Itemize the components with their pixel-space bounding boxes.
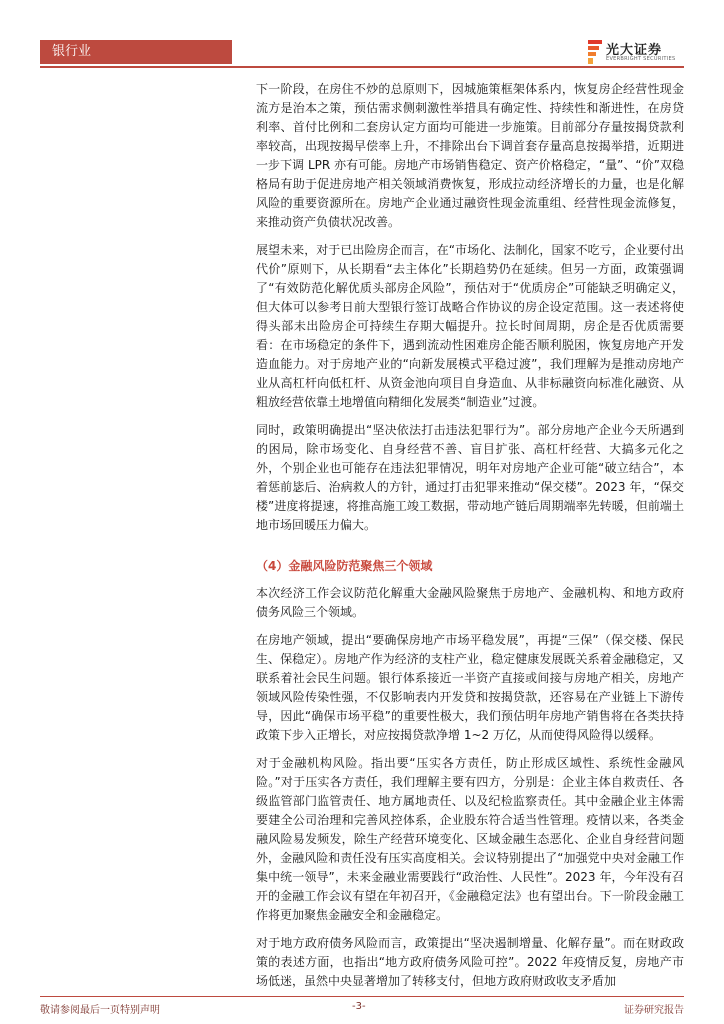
body-paragraph: 展望未来，对于已出险房企而言，在“市场化、法制化，国家不吃亏，企业要付出代价”原则下，从长期看“去主体化”长期趋势仍在延续。但另一方面，政策强调了“有效防范化解优质头部房企风险”，预估对于“优质房企”可能缺乏明确定义，但大体可以参考日前大型银行签订战略合作协议的房企设定范围。这一表述将使得头部未出险房企可持续生存期大幅提升。拉长时间周期，房企是否优质需要看：在市场稳定的条件下，遇到流动性困难房企能否顺利脱困，恢复房地产开发造血能力。对于房地产业的“向新发展模式平稳过渡”，我们理解为是推动房地产业从高杠杆向低杠杆、从资金池向项目自身造血、从非标融资向标准化融资、从粗放经营依靠土地增值向精细化发展类“制造业”过渡。 [256,243,684,409]
logo-text-cn: 光大证券 [606,43,663,58]
industry-tag [40,40,232,64]
body-paragraph: 本次经济工作会议防范化解重大金融风险聚焦于房地产、金融机构、和地方政府债务风险三个领域。 [256,586,684,619]
section-heading: （4）金融风险防范聚焦三个领域 [256,559,433,573]
page-number: -3- [352,1001,366,1012]
everbright-logo-icon [588,40,602,64]
report-body [256,80,684,1000]
body-paragraph: 同时，政策明确提出“坚决依法打击违法犯罪行为”。部分房地产企业今天所遇到的困局，除市场变化、自身经营不善、盲目扩张、高杠杆经营、大搞多元化之外，个别企业也可能存在违法犯罪情况，明年对房地产企业可能“破立结合”，本着惩前毖后、治病救人的方针，通过打击犯罪来推动“保交楼”。2023 年，“保交楼”进度将提速，将推高施工竣工数据，带动地产链后周期端率先转暖，但前端土地市场回暖压力偏大。 [256,423,684,532]
body-paragraph: 在房地产领域，提出“要确保房地产市场平稳发展”，再提“三保”（保交楼、保民生、保稳定）。房地产作为经济的支柱产业，稳定健康发展既关系着金融稳定，又联系着社会民生问题。银行体系接近一半资产直接或间接与房地产相关，房地产领域风险传染性强，不仅影响表内开发贷和按揭贷款，还容易在产业链上下游传导，因此“确保市场平稳”的重要性极大，我们预估明年房地产销售将在各类扶持政策下步入正增长，对应按揭贷款净增 1~2 万亿，从而使得风险得以缓释。 [256,633,684,742]
header-divider [40,66,684,68]
body-paragraph: 下一阶段，在房住不炒的总原则下，因城施策框架体系内，恢复房企经营性现金流方是治本之策，预估需求侧刺激性举措具有确定性、持续性和渐进性，在房贷利率、首付比例和二套房认定方面均可能进一步施策。目前部分存量按揭贷款利率较高，出现按揭早偿率上升，不排除出台下调首套存量高息按揭举措，近期进一步下调 LPR 亦有可能。房地产市场销售稳定、资产价格稳定，“量”、“价”双稳格局有助于促进房地产相关领域消费恢复，形成拉动经济增长的力量，也是化解风险的重要资源所在。房地产企业通过融资性现金流重组、经营性现金流修复，来推动资产负债状况改善。 [256,82,684,229]
page-header [0,0,724,68]
footer-disclaimer: 敬请参阅最后一页特别声明 [40,1005,160,1016]
body-paragraph: 对于地方政府债务风险而言，政策提出“坚决遏制增量、化解存量”。而在财政政策的表述方面，也指出“地方政府债务风险可控”。2022 年疫情反复，房地产市场低迷，虽然中央显著增加了转移支付，但地方政府财政收支矛盾加 [256,936,684,988]
company-logo [588,38,692,66]
body-paragraph: 对于金融机构风险。指出要“压实各方责任，防止形成区域性、系统性金融风险。”对于压实各方责任，我们理解主要有四方，分别是：企业主体自救责任、各级监管部门监管责任、地方属地责任、以及纪检监察责任。其中金融企业主体需要建全公司治理和完善风控体系，企业股东符合适当性管理。疫情以来，各类金融风险易发频发，除生产经营环境变化、区域金融生态恶化、企业自身经营问题外，金融风险和责任没有压实高度相关。会议特别提出了“加强党中央对金融工作集中统一领导”，未来金融业需要践行“政治性、人民性”。2023 年，今年没有召开的金融工作会议有望在年初召开，《金融稳定法》也有望出台。下一阶段金融工作将更加聚焦金融安全和金融稳定。 [256,756,684,922]
industry-tag-label: 银行业 [52,44,92,59]
logo-text-en: EVERBRIGHT SECURITIES [606,56,676,62]
footer-report-type: 证券研究报告 [624,1005,684,1016]
footer-divider [40,996,684,997]
